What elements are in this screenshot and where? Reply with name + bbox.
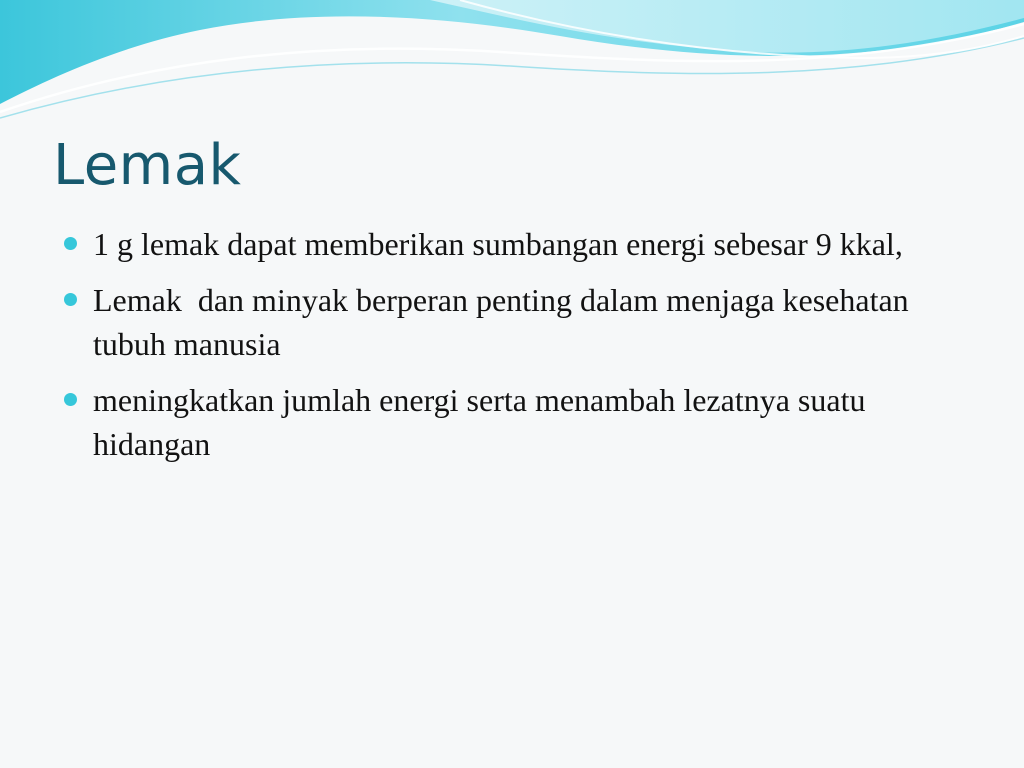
bullet-dot-icon bbox=[64, 237, 77, 250]
bullet-item bbox=[64, 222, 964, 266]
bullet-dot-icon bbox=[64, 393, 77, 406]
header-wave-decoration bbox=[0, 0, 1024, 130]
bullet-text: Lemak dan minyak berperan penting dalam menjaga kesehatan tubuh manusia bbox=[93, 282, 917, 362]
bullet-list bbox=[64, 222, 964, 478]
bullet-item bbox=[64, 278, 964, 366]
bullet-dot-icon bbox=[64, 293, 77, 306]
bullet-text: meningkatkan jumlah energi serta menambah lezatnya suatu hidangan bbox=[93, 382, 866, 462]
slide-title: Lemak bbox=[53, 133, 242, 198]
bullet-item bbox=[64, 378, 964, 466]
bullet-text: 1 g lemak dapat memberikan sumbangan energi sebesar 9 kkal, bbox=[93, 226, 903, 262]
